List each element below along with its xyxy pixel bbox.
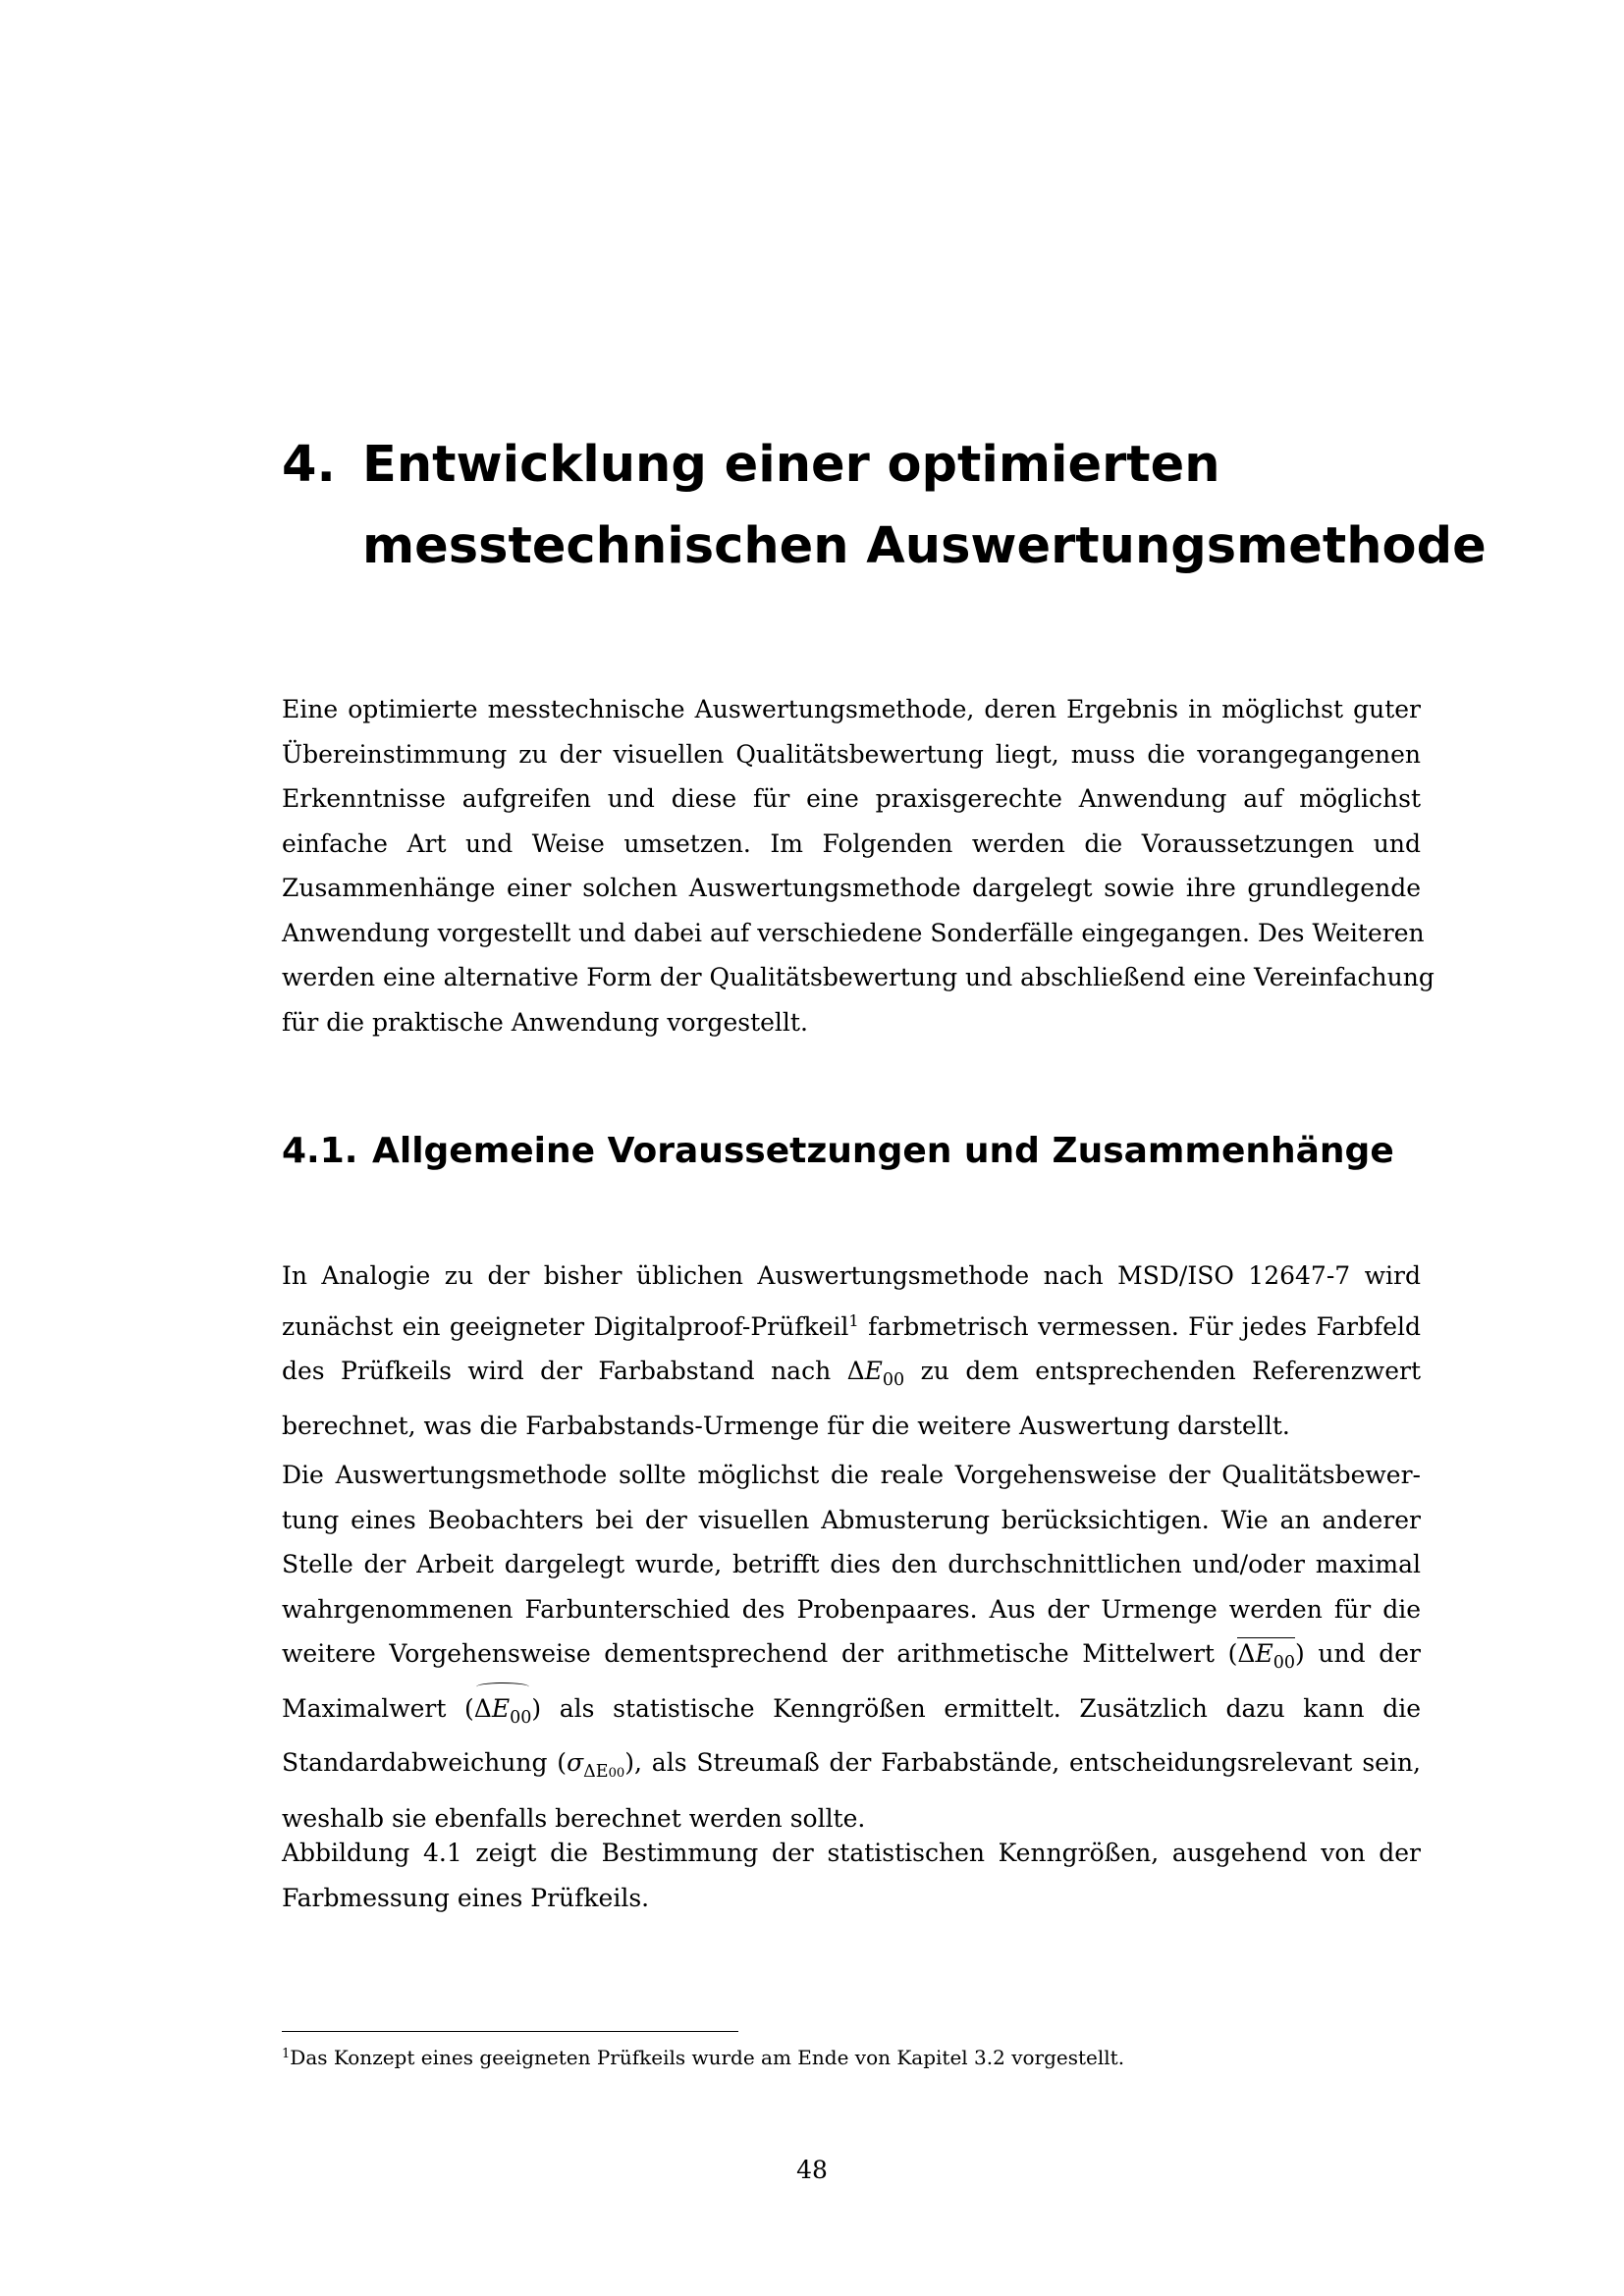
chapter-title [362,424,1487,587]
para2-line: Stelle der Arbeit dargelegt wurde, betrifft dies den durchschnittlichen und/oder maximal [282,1550,1421,1578]
intro-paragraph [282,687,1435,1044]
delta-e00-symbol: $\Delta E_{00}$ [846,1356,905,1391]
footnote-text: Das Konzept eines geeigneten Prüfkeils wurde am Ende von Kapitel 3.2 vorgestellt. [290,2046,1125,2070]
section-number: 4.1. [282,1131,358,1171]
intro-line: Zusammenhänge einer solchen Auswertungsmethode dargelegt sowie ihre grundlegende [282,874,1421,902]
body-paragraph-1 [282,1254,1421,1448]
intro-line: einfache Art und Weise umsetzen. Im Folgenden werden die Voraussetzungen und [282,828,1421,858]
section-heading [282,1128,1394,1175]
para2-line: Die Auswertungsmethode sollte möglichst die reale Vorgehensweise der Qualitätsbewer- [282,1461,1421,1489]
para2-line: Maximalwert $(\Delta E_{00})$ als statistische Kenngrößen ermittelt. Zusätzlich dazu kann die [282,1686,1421,1741]
para2-line: weshalb sie ebenfalls berechnet werden sollte. [282,1803,866,1833]
intro-line: werden eine alternative Form der Qualitätsbewertung und abschließend eine Vereinfachung [282,963,1435,991]
page-number: 48 [796,2156,828,2184]
body-paragraph-3 [282,1831,1421,1920]
para3-line: Farbmessung eines Prüfkeils. [282,1883,650,1912]
body-paragraph-2 [282,1453,1421,1841]
chapter-number: 4. [282,436,336,494]
intro-line: Erkenntnisse aufgreifen und diese für eine praxisgerechte Anwendung auf möglichst [282,784,1421,813]
chapter-title-line-1: Entwicklung einer optimierten [362,436,1220,494]
para1-line: zunächst ein geeigneter Digitalproof-Prüfkeil$^1$ farbmetrisch vermessen. Für jedes Farbfeld [282,1310,1421,1341]
footnote-rule [282,2031,738,2032]
intro-line: Übereinstimmung zu der visuellen Qualitätsbewertung liegt, muss die vorangegangenen [282,739,1421,769]
footnote [282,2040,1124,2072]
mean-delta-e00-symbol: $\Delta E_{00}$ [1237,1639,1295,1674]
intro-line: für die praktische Anwendung vorgestellt. [282,1007,808,1037]
para2-line: tung eines Beobachters bei der visuellen Abmusterung berücksichtigen. Wie an anderer [282,1505,1421,1534]
max-delta-e00-symbol: $\Delta E_{00}$ [474,1686,532,1741]
chapter-heading [282,424,1487,587]
para3-line: Abbildung 4.1 zeigt die Bestimmung der statistischen Kenngrößen, ausgehend von der [282,1839,1421,1867]
section-title: Allgemeine Voraussetzungen und Zusammenhänge [372,1131,1394,1171]
para2-line: wahrgenommenen Farbunterschied des Probenpaares. Aus der Urmenge werden für die [282,1594,1421,1624]
para2-line: Standardabweichung $(\sigma_{\Delta E00})$, als Streumaß der Farbabstände, entscheidungsrelevant sein, [282,1748,1421,1783]
chapter-title-line-2: messtechnischen Auswertungsmethode [362,517,1487,575]
para1-line: In Analogie zu der bisher üblichen Auswertungsmethode nach MSD/ISO 12647-7 wird [282,1261,1421,1290]
footnote-mark: 1 [282,2047,291,2061]
para1-line: berechnet, was die Farbabstands-Urmenge für die weitere Auswertung darstellt. [282,1411,1290,1440]
intro-line: Eine optimierte messtechnische Auswertungsmethode, deren Ergebnis in möglichst guter [282,695,1421,723]
para1-line: des Prüfkeils wird der Farbabstand nach $\Delta E_{00}$ zu dem entsprechenden Referenzwert [282,1356,1421,1391]
footnote-ref: 1 [848,1310,859,1330]
intro-line: Anwendung vorgestellt und dabei auf verschiedene Sonderfälle eingegangen. Des Weiteren [282,918,1425,947]
sigma-delta-e00-symbol: $\sigma_{\Delta E00}$ [567,1748,625,1783]
para2-line: weitere Vorgehensweise dementsprechend der arithmetische Mittelwert $(\Delta E_{00})$ und der [282,1639,1422,1674]
